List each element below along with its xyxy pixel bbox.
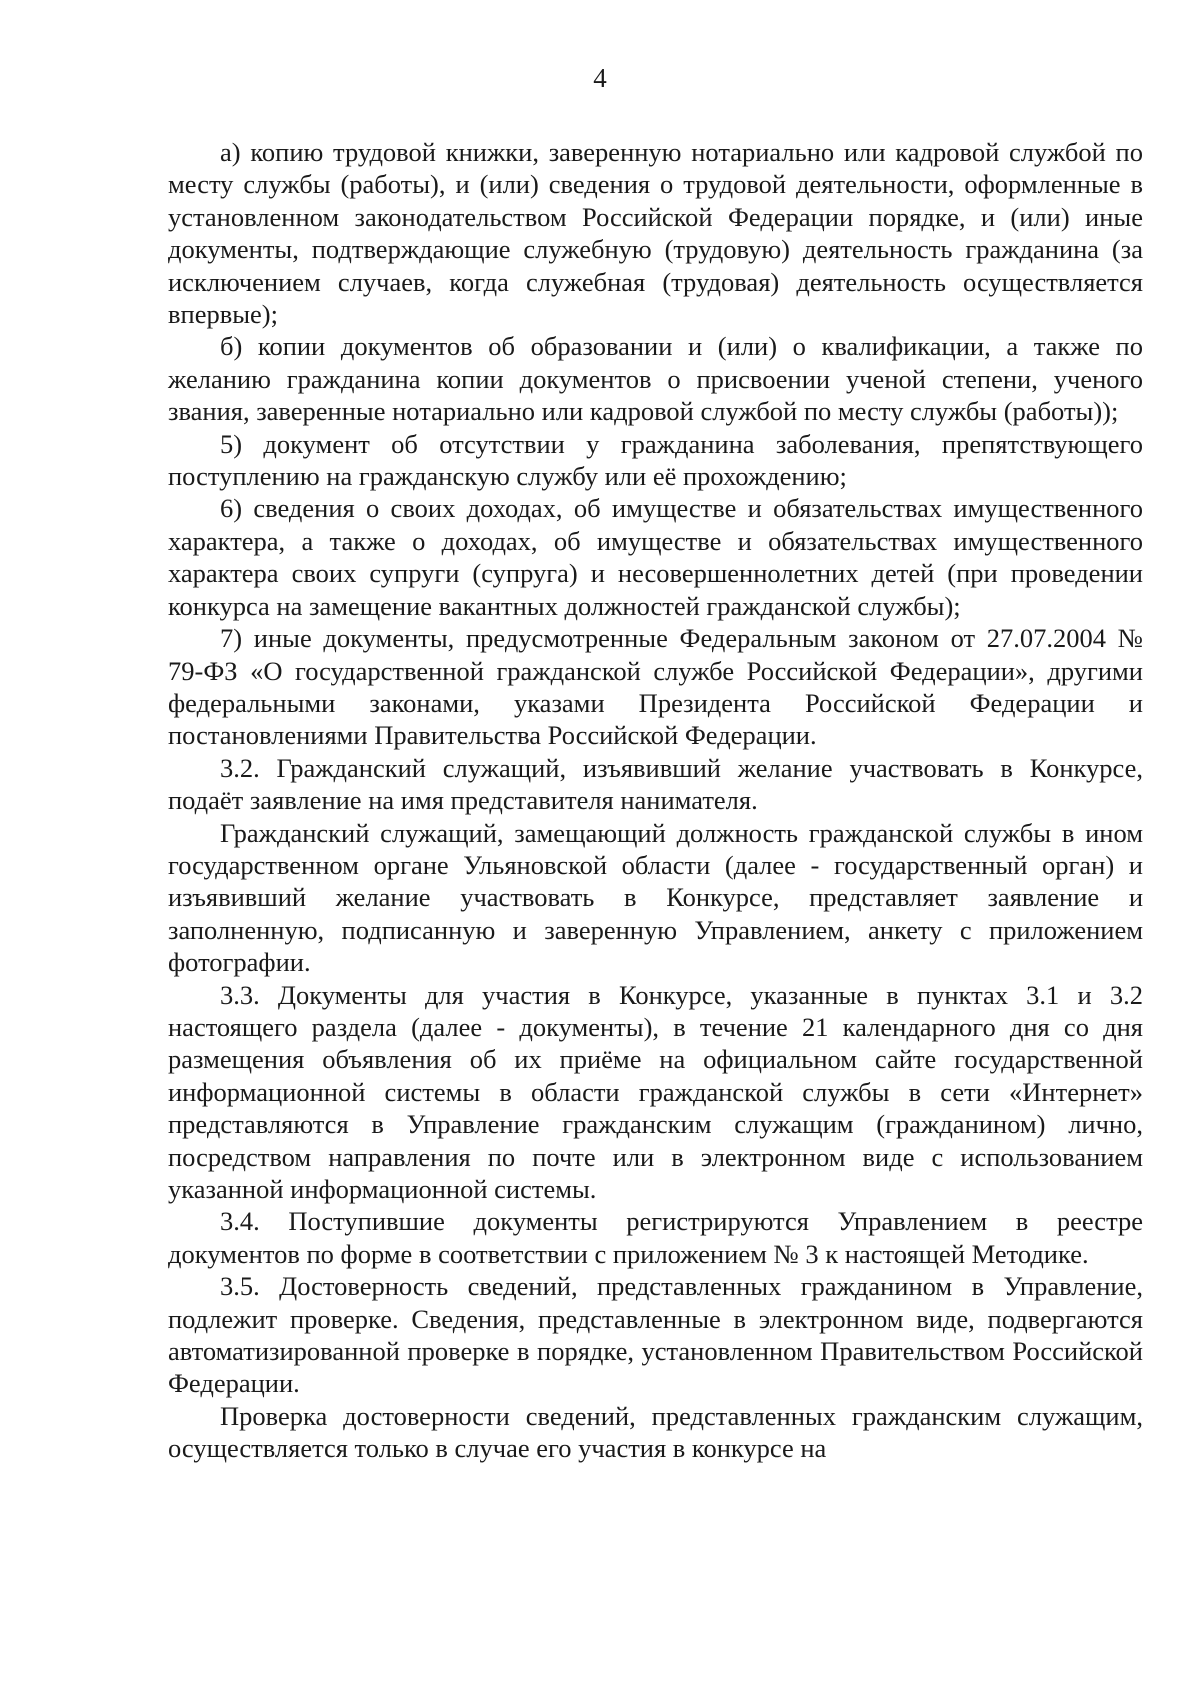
paragraph-3-4: 3.4. Поступившие документы регистрируются Управлением в реестре документов по форме в соответствии с приложением № 3 к настоящей Методике. [168, 1206, 1143, 1269]
paragraph-4b: б) копии документов об образовании и (или) о квалификации, а также по желанию гражданина копии документов о присвоении ученой степени, ученого звания, заверенные нотариально или кадровой службой по месту службы (работы)); [168, 331, 1143, 427]
paragraph-4a: а) копию трудовой книжки, заверенную нотариально или кадровой службой по месту службы (работы), и (или) сведения о трудовой деятельности, оформленные в установленном законодательством Российской Федерации порядке, и (или) иные документы, подтверждающие служебную (трудовую) деятельность гражданина (за исключением случаев, когда служебная (трудовая) деятельность осуществляется впервые); [168, 137, 1143, 330]
paragraph-3-2-continued: Гражданский служащий, замещающий должность гражданской службы в ином государственном органе Ульяновской области (далее - государственный орган) и изъявивший желание участвовать в Конкурсе, представляет заявление и заполненную, подписанную и заверенную Управлением, анкету с приложением фотографии. [168, 817, 1143, 978]
paragraph-3-3: 3.3. Документы для участия в Конкурсе, указанные в пунктах 3.1 и 3.2 настоящего раздела (далее - документы), в течение 21 календарного дня со дня размещения объявления об их приёме на официальном сайте государственной информационной системы в области гражданской службы в сети «Интернет» представляются в Управление гражданским служащим (гражданином) лично, посредством направления по почте или в электронном виде с использованием указанной информационной системы. [168, 979, 1143, 1204]
document-body [168, 136, 1143, 1465]
paragraph-5: 5) документ об отсутствии у гражданина заболевания, препятствующего поступлению на гражданскую службу или её прохождению; [168, 428, 1143, 492]
paragraph-3-5: 3.5. Достоверность сведений, представленных гражданином в Управление, подлежит проверке. Сведения, представленные в электронном виде, подвергаются автоматизированной проверке в порядке, установленном Правительством Российской Федерации. [168, 1271, 1143, 1399]
paragraph-6: 6) сведения о своих доходах, об имуществе и обязательствах имущественного характера, а также о доходах, об имуществе и обязательствах имущественного характера своих супруги (супруга) и несовершеннолетних детей (при проведении конкурса на замещение вакантных должностей гражданской службы); [168, 493, 1143, 621]
paragraph-3-2: 3.2. Гражданский служащий, изъявивший желание участвовать в Конкурсе, подаёт заявление на имя представителя нанимателя. [168, 752, 1143, 816]
paragraph-3-5-continued: Проверка достоверности сведений, представленных гражданским служащим, осуществляется только в случае его участия в конкурсе на [168, 1400, 1143, 1464]
paragraph-7: 7) иные документы, предусмотренные Федеральным законом от 27.07.2004 № 79-ФЗ «О государственной гражданской службе Российской Федерации», другими федеральными законами, указами Президента Российской Федерации и постановлениями Правительства Российской Федерации. [168, 623, 1143, 751]
page-number: 4 [593, 63, 607, 93]
